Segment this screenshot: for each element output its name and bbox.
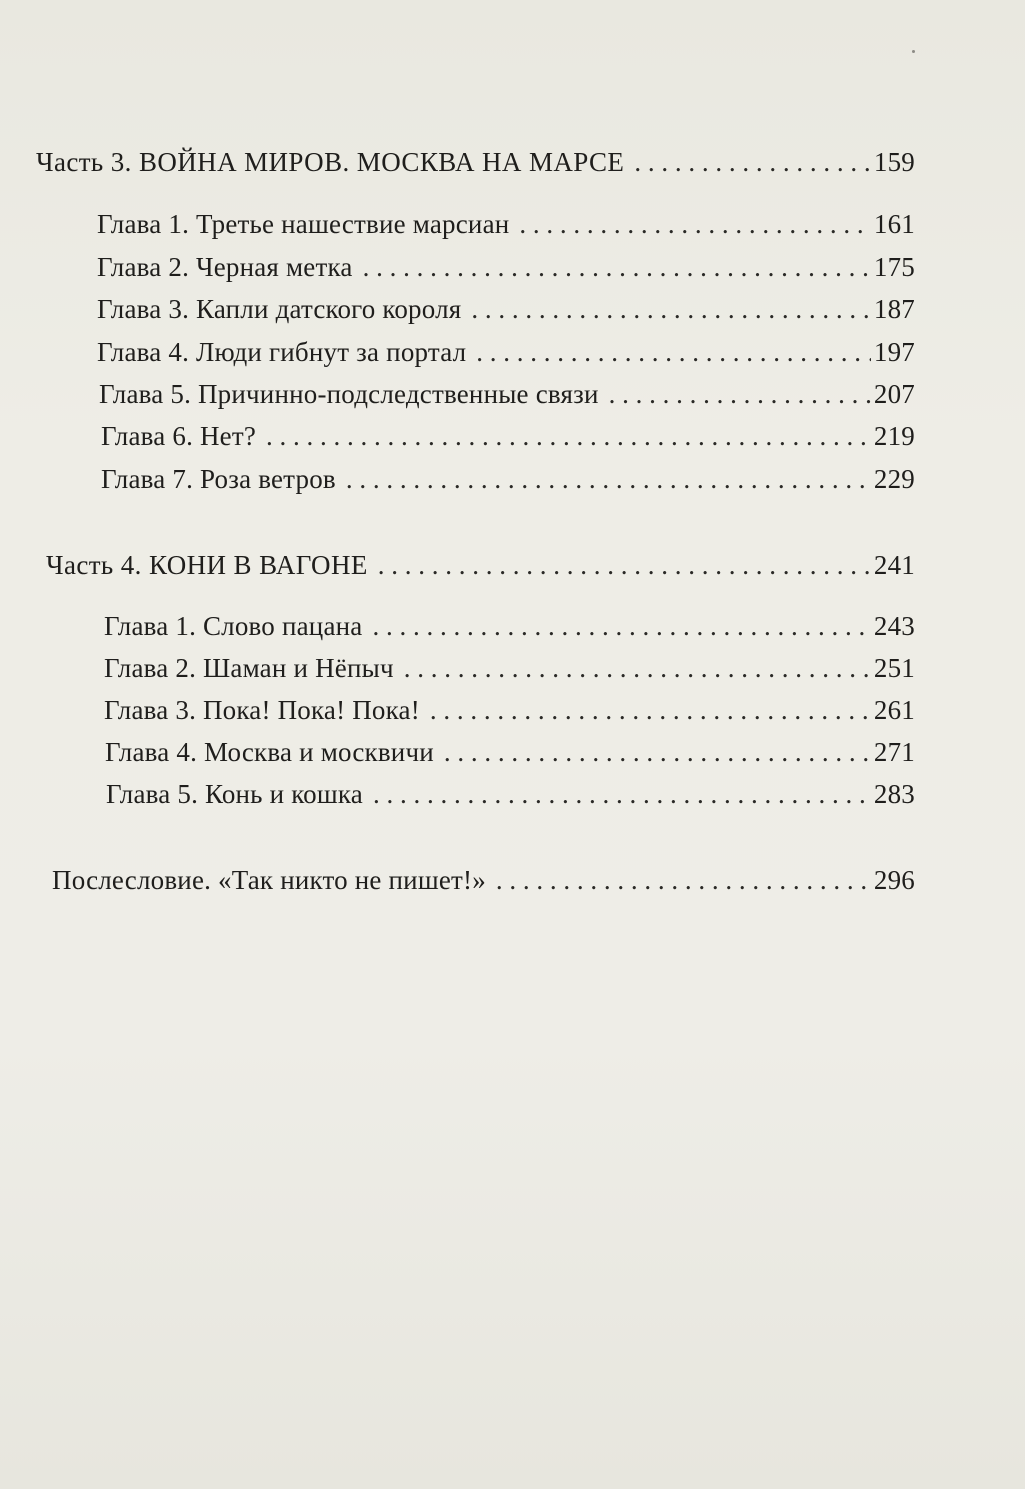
toc-page-number: 161 <box>873 209 915 239</box>
dot-leader <box>372 609 870 643</box>
toc-chapter <box>104 651 915 685</box>
toc-page-number: 175 <box>873 252 915 282</box>
toc-page-number: 197 <box>873 337 915 367</box>
toc-part-title: Часть 3. ВОЙНА МИРОВ. МОСКВА НА МАРСЕ <box>36 147 625 177</box>
toc-part-3 <box>36 145 915 179</box>
toc-chapter-title: Глава 1. Слово пацана <box>104 611 363 641</box>
toc-page-number: 229 <box>873 464 915 494</box>
toc-chapter <box>97 250 915 284</box>
toc-chapter-title: Глава 5. Причинно-подследственные связи <box>99 379 599 409</box>
toc-chapter <box>97 335 915 369</box>
toc-part-title: Часть 4. КОНИ В ВАГОНЕ <box>46 550 368 580</box>
dot-leader <box>476 335 871 369</box>
dot-leader <box>378 548 871 582</box>
toc-chapter <box>97 292 915 326</box>
toc-page-number: 243 <box>873 611 915 641</box>
dot-leader <box>634 145 871 179</box>
toc-chapter-title: Глава 6. Нет? <box>101 421 257 451</box>
toc-page-number: 296 <box>873 865 915 895</box>
toc-chapter-title: Глава 2. Черная метка <box>97 252 353 282</box>
toc-chapter <box>97 207 915 241</box>
toc-page-number: 271 <box>873 737 915 767</box>
toc-chapter <box>101 462 915 496</box>
toc-chapter <box>105 735 915 769</box>
toc-page-number: 241 <box>873 550 915 580</box>
dot-leader <box>496 863 871 897</box>
dot-leader <box>471 292 871 326</box>
toc-chapter-title: Глава 7. Роза ветров <box>101 464 336 494</box>
dot-leader <box>430 693 871 727</box>
dot-leader <box>519 207 870 241</box>
toc-chapter <box>99 377 915 411</box>
toc-chapter <box>104 609 915 643</box>
dot-leader <box>346 462 871 496</box>
toc-part-4 <box>46 548 915 582</box>
toc-chapter-title: Глава 4. Москва и москвичи <box>105 737 434 767</box>
dot-leader <box>266 419 871 453</box>
dot-leader <box>609 377 871 411</box>
toc-afterword-title: Послесловие. «Так никто не пишет!» <box>52 865 486 895</box>
toc-chapter-title: Глава 1. Третье нашествие марсиан <box>97 209 510 239</box>
dot-leader <box>444 735 871 769</box>
toc-chapter-title: Глава 2. Шаман и Нёпыч <box>104 653 394 683</box>
toc-chapter-title: Глава 4. Люди гибнут за портал <box>97 337 467 367</box>
toc-chapter <box>106 777 915 811</box>
toc-page-number: 283 <box>873 779 915 809</box>
toc-afterword <box>52 863 915 897</box>
toc-page-number: 159 <box>873 147 915 177</box>
toc-page-number: 261 <box>873 695 915 725</box>
toc-chapter <box>104 693 915 727</box>
dot-leader <box>373 777 871 811</box>
dot-leader <box>404 651 871 685</box>
toc-page-number: 251 <box>873 653 915 683</box>
dot-leader <box>363 250 871 284</box>
toc-chapter-title: Глава 3. Капли датского короля <box>97 294 462 324</box>
toc-chapter-title: Глава 5. Конь и кошка <box>106 779 363 809</box>
paper-speck <box>912 50 915 53</box>
toc-chapter-title: Глава 3. Пока! Пока! Пока! <box>104 695 420 725</box>
toc-page-number: 207 <box>873 379 915 409</box>
toc-chapter <box>101 419 915 453</box>
toc-page-number: 187 <box>873 294 915 324</box>
toc-page-number: 219 <box>873 421 915 451</box>
